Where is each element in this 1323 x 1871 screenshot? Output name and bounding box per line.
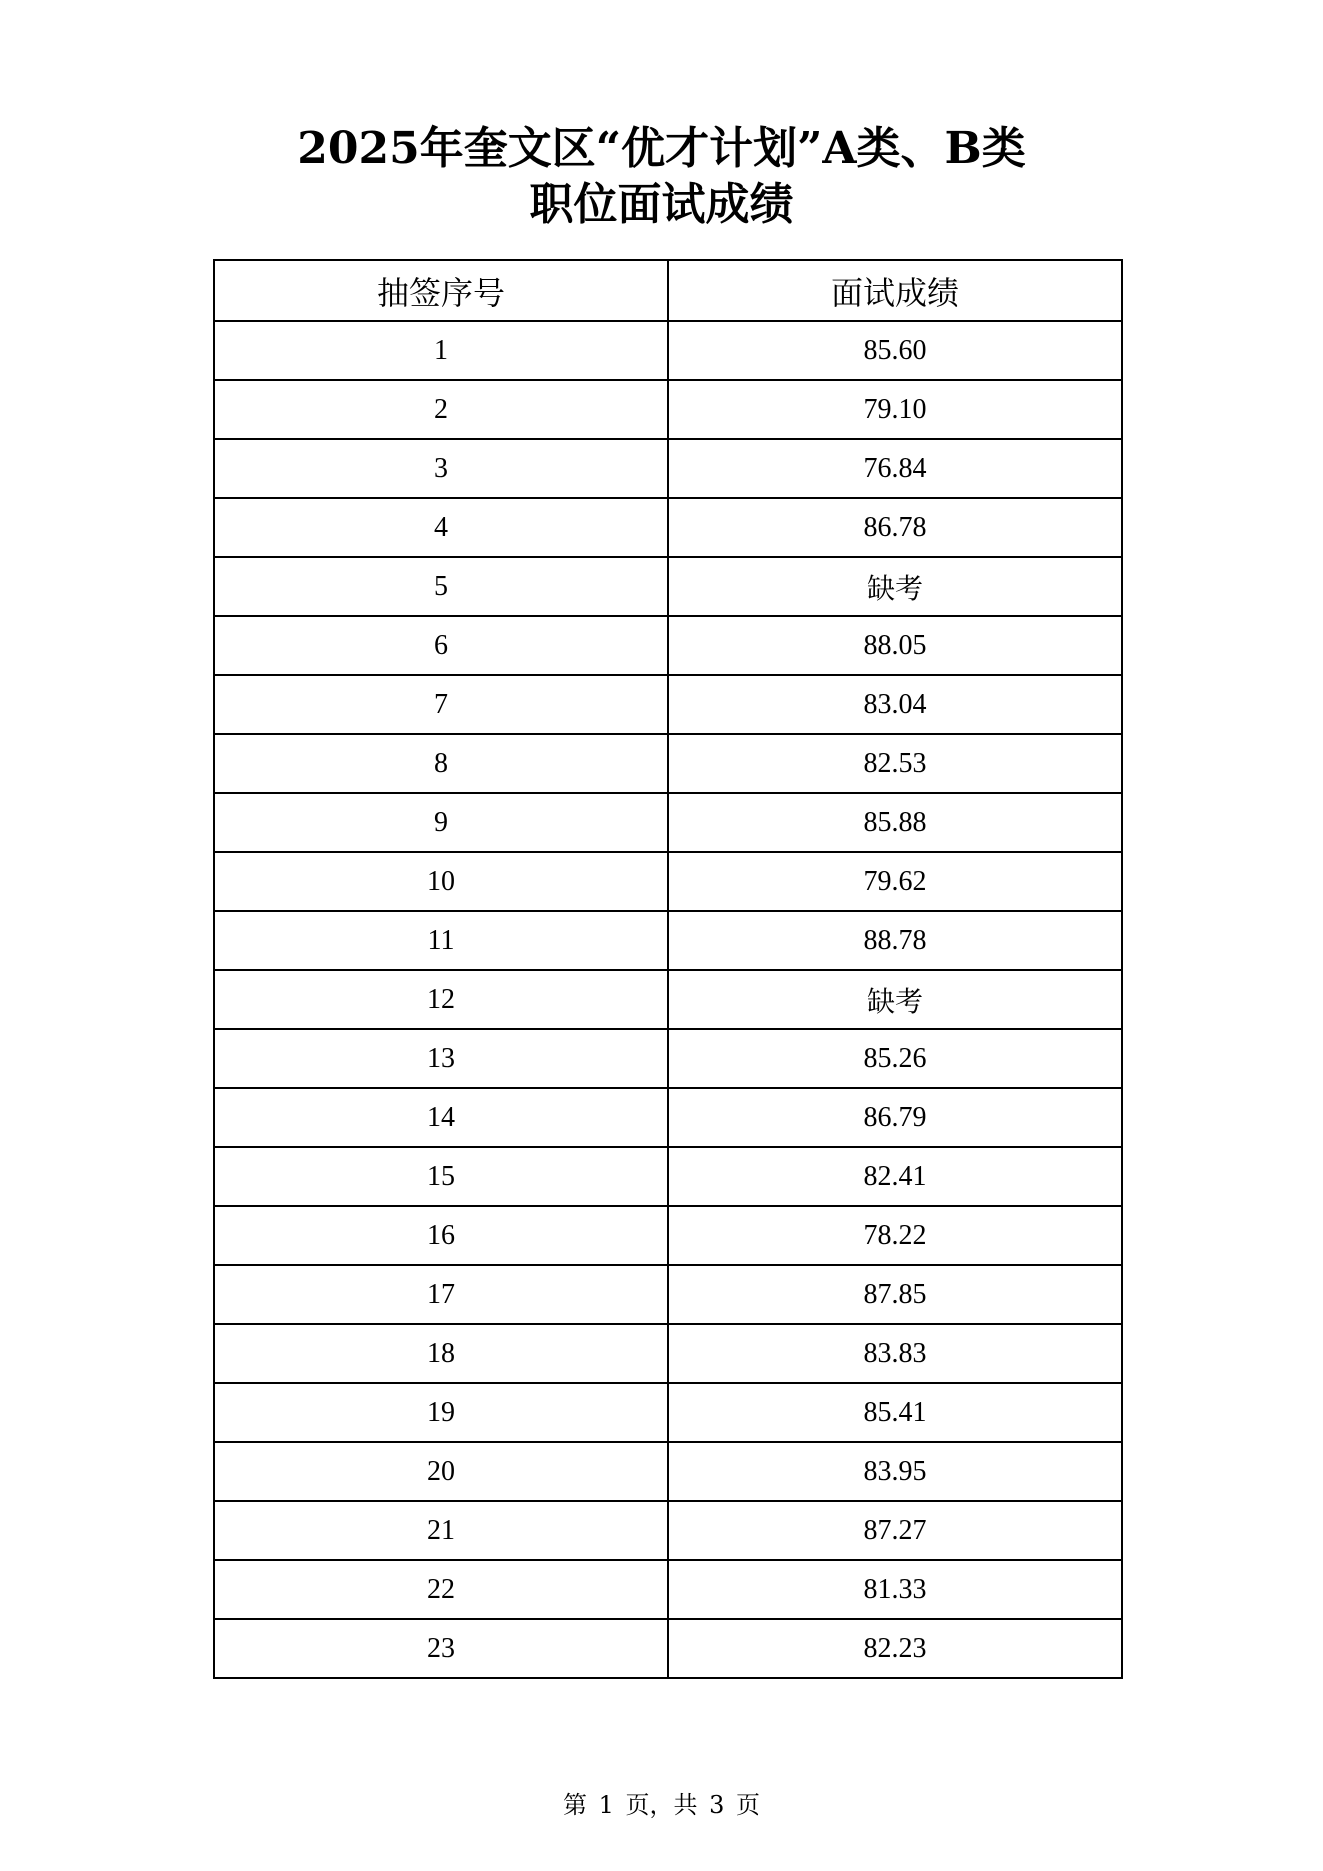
- table-row: [214, 911, 1122, 970]
- cell-interview-score: 85.60: [668, 321, 1122, 380]
- table-row: [214, 1383, 1122, 1442]
- cell-draw-number: 4: [214, 498, 668, 557]
- cell-draw-number: 12: [214, 970, 668, 1029]
- cell-interview-score: 76.84: [668, 439, 1122, 498]
- table-row: [214, 1619, 1122, 1678]
- cell-interview-score: 78.22: [668, 1206, 1122, 1265]
- cell-draw-number: 2: [214, 380, 668, 439]
- cell-draw-number: 13: [214, 1029, 668, 1088]
- table-row: [214, 675, 1122, 734]
- table-row: [214, 557, 1122, 616]
- cell-draw-number: 20: [214, 1442, 668, 1501]
- table-row: [214, 1560, 1122, 1619]
- cell-interview-score: 88.05: [668, 616, 1122, 675]
- cell-interview-score: 87.85: [668, 1265, 1122, 1324]
- cell-draw-number: 6: [214, 616, 668, 675]
- table-body: [214, 321, 1122, 1678]
- table-row: [214, 380, 1122, 439]
- table-row: [214, 852, 1122, 911]
- cell-interview-score: 85.41: [668, 1383, 1122, 1442]
- cell-interview-score: 79.62: [668, 852, 1122, 911]
- cell-draw-number: 11: [214, 911, 668, 970]
- cell-draw-number: 9: [214, 793, 668, 852]
- header-interview-score: 面试成绩: [668, 260, 1122, 321]
- table-row: [214, 1442, 1122, 1501]
- document-title-line-2: 职位面试成绩: [529, 179, 794, 230]
- cell-draw-number: 21: [214, 1501, 668, 1560]
- cell-interview-score: 82.23: [668, 1619, 1122, 1678]
- cell-draw-number: 18: [214, 1324, 668, 1383]
- cell-draw-number: 17: [214, 1265, 668, 1324]
- cell-interview-score: 83.83: [668, 1324, 1122, 1383]
- cell-draw-number: 15: [214, 1147, 668, 1206]
- cell-interview-score: 79.10: [668, 380, 1122, 439]
- cell-draw-number: 16: [214, 1206, 668, 1265]
- table-row: [214, 1147, 1122, 1206]
- table-header-row: [214, 260, 1122, 321]
- table-row: [214, 1206, 1122, 1265]
- cell-interview-score: 82.53: [668, 734, 1122, 793]
- table-row: [214, 793, 1122, 852]
- cell-draw-number: 10: [214, 852, 668, 911]
- cell-draw-number: 14: [214, 1088, 668, 1147]
- cell-draw-number: 23: [214, 1619, 668, 1678]
- cell-interview-score: 81.33: [668, 1560, 1122, 1619]
- cell-draw-number: 1: [214, 321, 668, 380]
- table-row: [214, 734, 1122, 793]
- cell-draw-number: 22: [214, 1560, 668, 1619]
- scores-table: [213, 259, 1123, 1679]
- table-row: [214, 970, 1122, 1029]
- table-row: [214, 1265, 1122, 1324]
- cell-interview-score: 83.95: [668, 1442, 1122, 1501]
- cell-interview-score: 83.04: [668, 675, 1122, 734]
- table-row: [214, 1088, 1122, 1147]
- table-row: [214, 498, 1122, 557]
- cell-interview-score: 86.79: [668, 1088, 1122, 1147]
- cell-draw-number: 3: [214, 439, 668, 498]
- cell-interview-score: 缺考: [668, 557, 1122, 616]
- page-footer: 第 1 页，共 3 页: [562, 1791, 761, 1819]
- cell-interview-score: 缺考: [668, 970, 1122, 1029]
- cell-draw-number: 7: [214, 675, 668, 734]
- cell-interview-score: 85.88: [668, 793, 1122, 852]
- document-title-line-1: 2025年奎文区“优才计划”A类、B类: [297, 123, 1026, 174]
- table-row: [214, 321, 1122, 380]
- cell-interview-score: 85.26: [668, 1029, 1122, 1088]
- table-row: [214, 1501, 1122, 1560]
- header-draw-number: 抽签序号: [214, 260, 668, 321]
- cell-draw-number: 8: [214, 734, 668, 793]
- table-row: [214, 1029, 1122, 1088]
- cell-interview-score: 88.78: [668, 911, 1122, 970]
- cell-interview-score: 86.78: [668, 498, 1122, 557]
- table-row: [214, 616, 1122, 675]
- table-row: [214, 439, 1122, 498]
- cell-interview-score: 87.27: [668, 1501, 1122, 1560]
- cell-draw-number: 5: [214, 557, 668, 616]
- cell-interview-score: 82.41: [668, 1147, 1122, 1206]
- cell-draw-number: 19: [214, 1383, 668, 1442]
- table-row: [214, 1324, 1122, 1383]
